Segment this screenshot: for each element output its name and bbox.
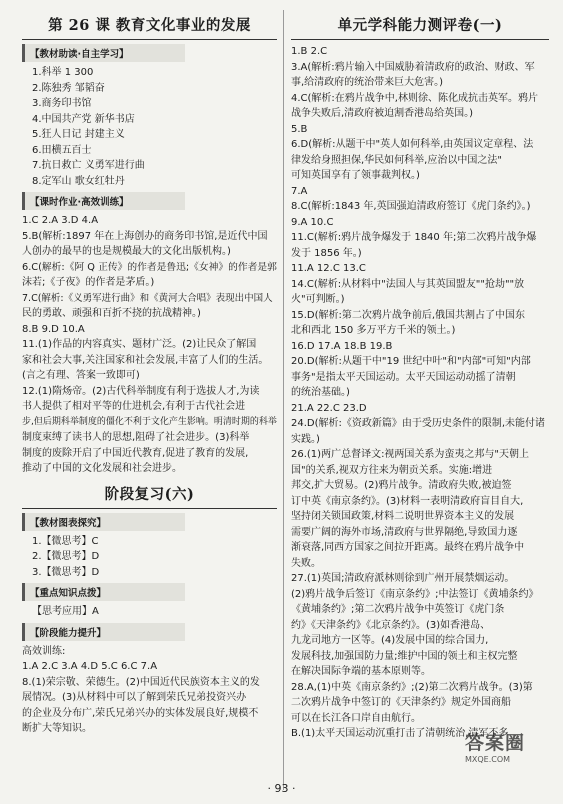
answer-line: 推动了中国的文化发展和社会进步。 [22, 463, 182, 474]
answer-line: 1.【微思考】C [32, 535, 99, 547]
answer-line: 事,给清政府的统治带来巨大危害。) [291, 77, 444, 88]
answer-line: (2)鸦片战争后签订《南京条约》;中法签订《黄埔条约》 [291, 588, 539, 600]
answer-line: 坚持闭关锁国政策,材料二说明世界资本主义的发展 [291, 511, 515, 522]
answer-line: 14.C(解析:从材料中"法国人与其英国盟友""抢劫""放 [291, 278, 525, 290]
answer-line: 发展科技,加强国防力量;维护中国的领土和主权完整 [291, 650, 518, 662]
answer-line: 24.D(解析:《资政新篇》由于受历史条件的限制,未能付诸 [291, 418, 546, 429]
answer-line: 2.陈独秀 邹韬奋 [32, 82, 105, 94]
answer-line: 1.A 2.C 3.A 4.D 5.C 6.C 7.A [22, 661, 158, 672]
lesson-title: 第 26 课 教育文化事业的发展 [48, 17, 251, 34]
answer-line: 北和西北 150 多万平方千米的领土。) [291, 325, 456, 336]
answer-line: 邦交,扩大贸易。(2)鸦片战争。清政府失败,被迫签 [291, 480, 512, 491]
answer-line: 沫若;《子夜》的作者是茅盾。) [22, 277, 155, 288]
right-column [291, 14, 549, 742]
answer-line: 制度的废除开启了中国近代教育,促进了教育的发展, [22, 447, 249, 459]
answer-line: 在解决国际争端的基本原则等。 [291, 666, 431, 677]
column-divider [283, 10, 284, 790]
answer-line: 断扩大等知识。 [22, 723, 92, 734]
answer-line: 12.(1)隋炀帝。(2)古代科举制度有利于选拔人才,为读 [22, 385, 260, 397]
answer-line: 6.D(解析:从题干中"英人如何科举,由英国议定章程、法 [291, 139, 534, 150]
answer-line: 《黄埔条约》;第二次鸦片战争中英签订《虎门条 [291, 604, 505, 615]
key-points-list [22, 604, 277, 620]
answer-line: 11.(1)作品的内容真实、题材广泛。(2)让民众了解国 [22, 339, 257, 350]
answer-line: 家和社会大事,关注国家和社会发展,丰富了人们的生活。 [22, 354, 269, 366]
answer-line: 高效训练: [22, 645, 66, 657]
answer-line: 6.C(解析:《阿 Q 正传》的作者是鲁迅;《女神》的作者是郭 [22, 261, 277, 273]
answer-line: 8.(1)荣宗敬、荣德生。(2)中国近代民族资本主义的发 [22, 676, 260, 688]
answer-line: 失败。 [291, 557, 321, 569]
chart-explore-list [22, 534, 277, 581]
answer-line: 5.B(解析:1897 年在上海创办的商务印书馆,是近代中国 [22, 230, 268, 242]
answer-line: 律发给身照担保,华民如何科举,应治以中国之法" [291, 154, 502, 166]
answer-line: 27.(1)英国;清政府派林则徐到广州开展禁烟运动。 [291, 573, 515, 584]
answer-line: 九龙司地方一区等。(4)发展中国的综合国力, [291, 635, 489, 646]
answer-line: 7.A [291, 185, 308, 197]
answer-line: 5.B [291, 123, 308, 135]
answer-line: 4.中国共产党 新华书店 [32, 113, 135, 125]
answer-line: 书人提供了相对平等的仕进机会,有利于古代社会进 [22, 401, 246, 412]
answer-line: 需要广阔的海外市场,清政府与世界隔绝,导致国力逐 [291, 526, 518, 538]
answer-line: 1.科举 1 300 [32, 67, 94, 78]
answer-line: 8.定军山 歌女红牡丹 [32, 175, 125, 187]
section-chart-explore: 【教材图表探究】 [22, 513, 185, 531]
answer-line: 战争失败后,清政府被迫割香港岛给英国。) [291, 108, 474, 119]
answer-line: 实践。) [291, 433, 320, 445]
textbook-guide-list [22, 65, 277, 189]
left-column [22, 14, 277, 737]
answer-line: 可以在长江各口岸自由航行。 [291, 712, 421, 724]
answer-line: 人创办的最早的也是规模最大的文化出版机构。) [22, 246, 231, 257]
section-key-points: 【重点知识点拨】 [22, 583, 185, 601]
answer-line: 7.抗日救亡 义勇军进行曲 [32, 160, 145, 171]
answer-line: B.(1)太平天国运动沉重打击了清朝统治,清军不多 [291, 728, 509, 739]
answer-line: 事务"是指太平天国运动。太平天国运动动摇了清朝 [291, 371, 516, 383]
answer-line: 渐衰落,同西方国家之间拉开距离。最终在鸦片战争中 [291, 542, 525, 553]
answer-line: 20.D(解析:从题干中"19 世纪中叶"和"内部"可知"内部 [291, 356, 531, 367]
answer-line: 28.A,(1)中英《南京条约》;(2)第二次鸦片战争。(3)第 [291, 681, 533, 693]
answer-line: 的企业及分布广,荣氏兄弟兴办的实体发展良好,规模不 [22, 707, 259, 719]
answer-line: 8.B 9.D 10.A [22, 323, 85, 335]
answer-line: 二次鸦片战争中签订的《天津条约》规定外国商船 [291, 697, 511, 708]
test-title: 单元学科能力测评卷(一) [337, 17, 503, 34]
page-number: · 93 · [267, 782, 296, 795]
answer-line: 1.C 2.A 3.D 4.A [22, 215, 99, 226]
answer-line: 4.C(解析:在鸦片战争中,林则徐、陈化成抗击英军。鸦片 [291, 92, 538, 104]
watermark-url: MXQE.COM [465, 755, 511, 764]
answer-line: 9.A 10.C [291, 216, 334, 228]
answer-line: 3.【微思考】D [32, 566, 100, 578]
answer-line: 2.【微思考】D [32, 551, 100, 562]
answer-line: (言之有理、答案一致即可) [22, 370, 140, 381]
answer-line: 3.A(解析:鸦片输入中国威胁着清政府的政治、财政、军 [291, 61, 535, 73]
title-rule [22, 39, 277, 40]
answer-line: 6.田横五百士 [32, 144, 92, 156]
review-rule [22, 508, 277, 509]
test-answer-list [291, 44, 549, 742]
watermark-text: 答案圈 [465, 732, 526, 754]
answer-line: 【思考应用】A [32, 606, 99, 617]
homework-list [22, 213, 277, 477]
answer-line: 15.D(解析:第二次鸦片战争前后,俄国共割占了中国东 [291, 309, 526, 321]
watermark-logo [465, 728, 553, 786]
test-title-rule [291, 39, 549, 40]
answer-line: 8.C(解析:1843 年,英国强迫清政府签订《虎门条约》。) [291, 201, 531, 212]
section-ability: 【阶段能力提升】 [22, 623, 185, 641]
answer-line: 步,但后期科举制度的僵化不利于文化产生影响。明清时期的科举 [22, 416, 277, 427]
answer-line: 的统治基础。) [291, 387, 350, 398]
answer-line: 16.D 17.A 18.B 19.B [291, 340, 393, 352]
ability-list [22, 644, 277, 737]
section-homework: 【课时作业·高效训练】 [22, 192, 185, 210]
answer-line: 可知英国享有了领事裁判权。) [291, 170, 420, 181]
answer-line: 3.商务印书馆 [32, 98, 92, 109]
answer-line: 制度束缚了读书人的思想,阻碍了社会进步。(3)科举 [22, 432, 250, 443]
answer-line: 26.(1)两广总督译文:视两国关系为蛮夷之邦与"天朝上 [291, 449, 530, 460]
answer-line: 1.B 2.C [291, 46, 328, 57]
review-title: 阶段复习(六) [104, 485, 195, 503]
answer-line: 5.狂人日记 封建主义 [32, 129, 125, 140]
answer-line: 21.A 22.C 23.D [291, 402, 367, 414]
answer-line: 展情况。(3)从材料中可以了解到荣氏兄弟投资兴办 [22, 692, 247, 703]
answer-line: 7.C(解析:《义勇军进行曲》和《黄河大合唱》表现出中国人 [22, 292, 273, 304]
answer-line: 订中英《南京条约》。(3)材料一表明清政府盲目自大, [291, 495, 524, 507]
answer-line: 11.A 12.C 13.C [291, 263, 366, 274]
answer-line: 发于 1856 年。) [291, 247, 362, 259]
answer-line: 火"可判断。) [291, 294, 345, 305]
answer-line: 11.C(解析:鸦片战争爆发于 1840 年;第二次鸦片战争爆 [291, 232, 537, 243]
answer-line: 国"的关系,视双方往来为朝贡关系。实施:增进 [291, 464, 493, 476]
answer-line: 民的勇敢、顽强和百折不挠的抗战精神。) [22, 308, 201, 319]
answer-line: 约》《天津条约》《北京条约》。(3)如香港岛、 [291, 619, 491, 631]
section-textbook-guide: 【教材助读·自主学习】 [22, 44, 185, 62]
